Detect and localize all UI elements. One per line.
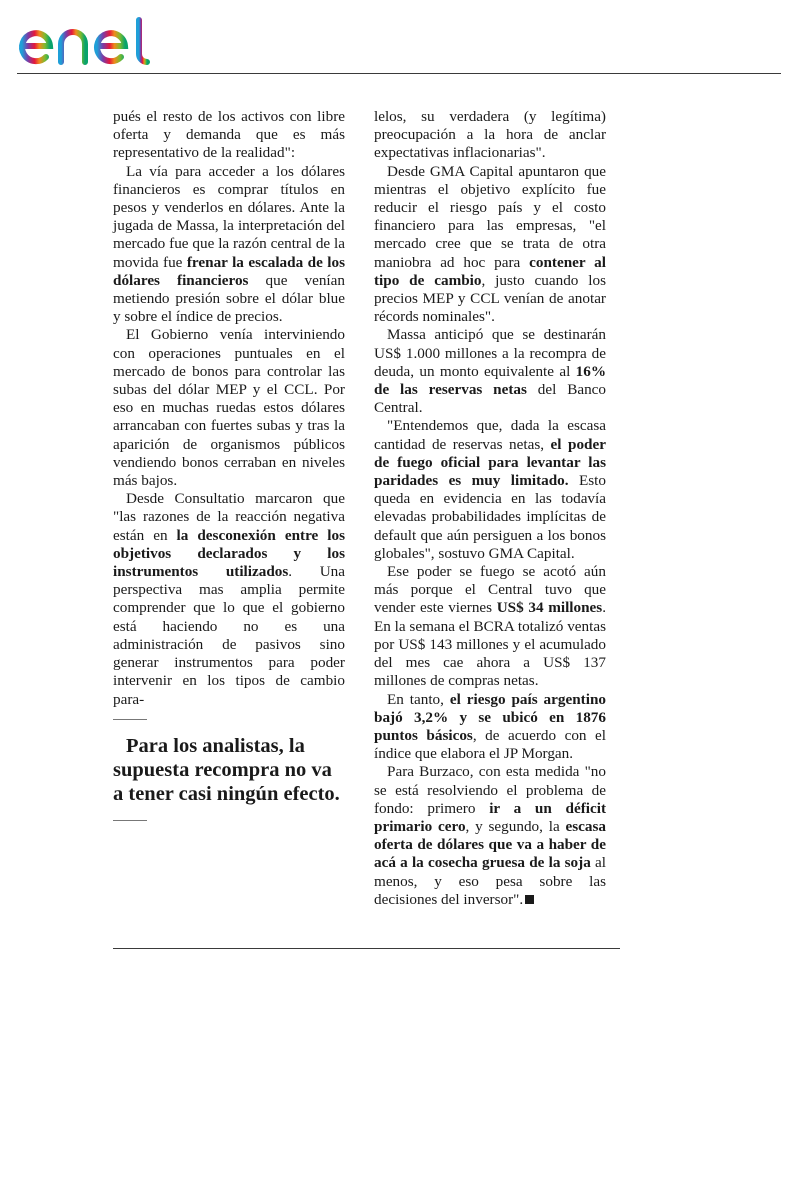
body-text: , justo cuando los precios MEP y CCL venían de anotar récords nominales". [374,271,606,326]
body-text: Massa anticipó que se destinarán US$ 1.000 millones a la recompra de deuda, un monto equivalente al [374,326,606,380]
article-paragraph [374,563,606,690]
article-paragraph [374,417,606,563]
bold-text: la desconexión entre los objetivos declarados y los instrumentos utilizados [113,526,346,581]
bold-text: ir a un déficit primario cero [374,799,607,835]
body-text: , de acuerdo con el índice que elabora el JP Morgan. [374,726,606,763]
pullquote-rule-bottom [113,820,147,821]
body-text: . En la semana el BCRA totalizó ventas por US$ 143 millones y el acumulado del mes cae ahora a US$ 137 millones de compras netas. [374,599,606,690]
article-paragraph [113,163,345,327]
enel-logo [17,14,169,68]
footer-rule [113,948,620,949]
body-text: La vía para acceder a los dólares financieros es comprar títulos en pesos y venderlos en dólares. Ante la jugada de Massa, la interpretación del mercado fue que la razón central de la movida fue [113,162,345,271]
pullquote-rule-top [113,719,147,720]
end-mark-icon [525,895,534,904]
article-column-left [113,108,345,835]
article-paragraph [113,326,345,490]
body-text: Ese poder se fuego se acotó aún más porque el Central tuvo que vender este viernes [374,563,606,617]
body-text: Desde GMA Capital apuntaron que mientras el objetivo explícito fue reducir el riesgo país y el costo financiero para las empresas, "el mercado cree que se trata de otra maniobra ad hoc para [374,162,606,271]
bold-text: escasa oferta de dólares que va a haber de acá a la cosecha gruesa de la soja [374,817,606,872]
bold-text: frenar la escalada de los dólares financieros [113,253,345,289]
article-paragraph [374,326,606,417]
body-text: El Gobierno venía interviniendo con operaciones puntuales en el mercado de bonos para controlar las subas del dólar MEP y el CCL. Por eso en muchas ruedas estos dólares arrancaban con fuertes subas y tras la aparición de organismos públicos vendiendo bonos cerraban en niveles más bajos. [113,326,345,490]
article-paragraph [113,490,345,708]
body-text: que venían metiendo presión sobre el dólar blue y sobre el índice de precios. [113,271,345,326]
article-paragraph [374,108,606,163]
body-text: lelos, su verdadera (y legítima) preocupación a la hora de anclar expectativas inflacionarias". [374,108,606,162]
header-rule [17,73,781,74]
body-text: "Entendemos que, dada la escasa cantidad de reservas netas, [374,417,606,453]
bold-text: 16% de las reservas netas [374,362,606,399]
article-column-right [374,108,606,909]
body-text: Desde Consultatio marcaron que "las razones de la reacción negativa están en [113,490,345,544]
body-text: del Banco Central. [374,381,607,417]
article-paragraph [374,163,606,327]
article-paragraph [374,763,606,909]
bold-text: contener al tipo de cambio [374,253,606,289]
bold-text: el riesgo país argentino bajó 3,2% y se ubicó en 1876 puntos básicos [374,690,606,744]
article-paragraph [374,691,606,764]
body-text: En tanto, [387,690,450,708]
body-text: , y segundo, la [465,817,566,835]
bold-text: US$ 34 millones [496,599,603,617]
body-text: Para Burzaco, con esta medida "no se está resolviendo el problema de fondo: primero [374,763,606,817]
right-column-body [374,108,606,909]
body-text: pués el resto de los activos con libre oferta y demanda que es más representativo de la realidad": [113,108,345,162]
body-text: al menos, y eso pesa sobre las decisiones del inversor". [374,854,606,908]
body-text: Esto queda en evidencia en las todavía elevadas probabilidades implícitas de default que aún persiguen a los bonos globales", sostuvo GMA Capital. [374,472,606,562]
article-paragraph [113,108,345,163]
bold-text: el poder de fuego oficial para levantar las paridades es muy limitado. [374,435,606,490]
left-column-body [113,108,345,709]
body-text: . Una perspectiva mas amplia permite comprender que lo que el gobierno está haciendo no es una administración de pasivos sino generar instrumentos para poder intervenir en los tipos de cambio para- [113,563,345,708]
pull-quote: Para los analistas, la supuesta recompra no va a tener casi ningún efecto. [113,734,340,805]
